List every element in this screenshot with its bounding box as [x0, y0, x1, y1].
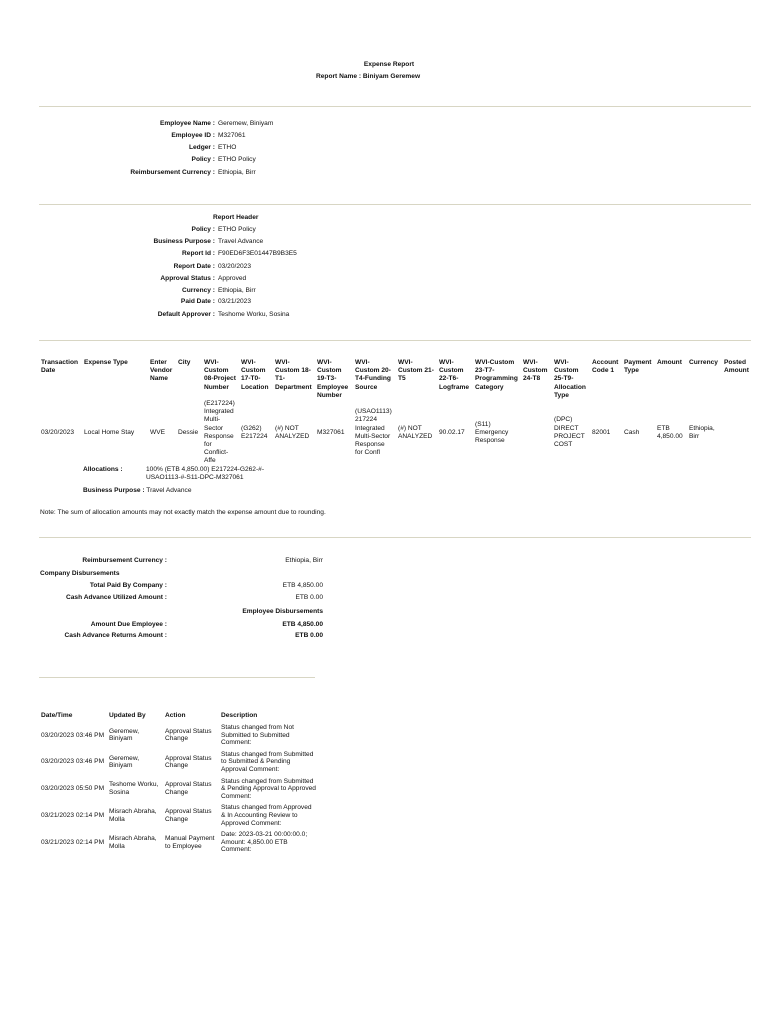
- cash-advance-utilized-value: ETB 0.00: [295, 594, 323, 601]
- company-disbursements-heading: Company Disbursements: [40, 570, 120, 577]
- table-cell: (E217224) Integrated Multi-Sector Response for Conflict-Affe: [204, 400, 235, 465]
- table-cell: 90.02.17: [439, 428, 465, 436]
- field-label: Employee Name :: [160, 120, 215, 127]
- table-cell: [722, 400, 751, 466]
- table-cell: ETB 4,850.00: [657, 424, 683, 440]
- report-name-value: Biniyam Geremew: [362, 73, 421, 80]
- column-header: Action: [165, 712, 186, 719]
- field-label: Approval Status :: [160, 275, 215, 282]
- rh-default-approver-row: [0, 311, 289, 319]
- history-action: Approval Status Change: [165, 754, 212, 770]
- report-name-label: Report Name :: [316, 73, 362, 80]
- employee-id-row: [0, 132, 246, 140]
- history-updated-by: Teshome Worku, Sosina: [109, 781, 159, 796]
- column-header: WVI-Custom 19-T3-Employee Number: [317, 359, 349, 399]
- column-header: Expense Type: [84, 359, 128, 366]
- history-action: Approval Status Change: [165, 808, 212, 823]
- field-label: Employee ID :: [171, 132, 215, 139]
- reimbursement-currency-value: Ethiopia, Birr: [285, 557, 323, 564]
- table-cell: M327061: [317, 428, 345, 436]
- table-cell: Dessie: [178, 428, 199, 436]
- field-label: Ledger :: [188, 144, 215, 151]
- expense-row: [39, 400, 751, 466]
- table-cell: (S11) Emergency Response: [475, 420, 509, 444]
- total-paid-value: ETB 4,850.00: [282, 582, 323, 589]
- rh-paid-date-row: [0, 298, 251, 306]
- cash-advance-utilized-label: Cash Advance Utilized Amount :: [66, 594, 167, 601]
- field-value: ETHO Policy: [218, 226, 256, 233]
- field-value: M327061: [218, 132, 246, 139]
- column-header: WVI-Custom 08-Project Number: [204, 359, 236, 391]
- table-cell: [521, 400, 552, 466]
- column-header: WVI-Custom 21-T5: [398, 359, 434, 383]
- history-row: [39, 831, 319, 858]
- column-header: Updated By: [109, 712, 146, 719]
- field-label: Paid Date :: [180, 298, 215, 305]
- field-label: Reimbursement Currency :: [130, 169, 215, 176]
- history-date: 03/20/2023 03:46 PM: [41, 731, 105, 739]
- history-row: [39, 751, 319, 778]
- column-header: Amount: [657, 359, 682, 366]
- history-date: 03/21/2023 02:14 PM: [41, 811, 105, 819]
- history-action: Approval Status Change: [165, 727, 212, 743]
- field-value: Approved: [218, 275, 247, 282]
- column-header: WVI-Custom 22-T6-Logframe: [439, 359, 470, 391]
- rh-business-purpose-row: [0, 238, 263, 246]
- column-header: Transaction Date: [41, 359, 79, 375]
- table-cell: (#) NOT ANALYZED: [398, 424, 433, 440]
- amount-due-label: Amount Due Employee :: [90, 621, 167, 628]
- history-updated-by: Geremew, Biniyam: [109, 754, 140, 770]
- field-label: Report Date :: [173, 263, 215, 270]
- history-date: 03/20/2023 03:46 PM: [41, 758, 105, 766]
- cash-advance-returns-label: Cash Advance Returns Amount :: [64, 632, 167, 639]
- history-description: Status changed from Not Submitted to Submitted Comment:: [221, 724, 294, 747]
- column-header: Enter Vendor Name: [150, 359, 173, 383]
- history-action: Manual Payment to Employee: [165, 834, 215, 850]
- field-label: Report Id :: [182, 250, 215, 257]
- table-cell: Cash: [624, 428, 640, 436]
- field-label: Policy :: [191, 226, 215, 233]
- table-cell: 82001: [592, 428, 611, 436]
- rh-currency-row: [0, 287, 256, 295]
- business-purpose: [83, 487, 191, 494]
- divider: [39, 677, 315, 678]
- rh-policy-row: [0, 226, 256, 234]
- field-label: Policy :: [191, 156, 215, 163]
- column-header: WVI-Custom 23-T7-Programming Category: [475, 359, 518, 391]
- history-row: [39, 778, 319, 805]
- reimbursement-currency-row: [0, 169, 256, 177]
- field-label: Business Purpose :: [153, 238, 215, 245]
- history-description: Status changed from Submitted to Submitted & Pending Approval Comment:: [221, 750, 314, 773]
- column-header: Account Code 1: [592, 359, 619, 375]
- ledger-row: [0, 144, 236, 152]
- history-table: [39, 712, 319, 858]
- employee-name-row: [0, 120, 273, 128]
- column-header: Description: [221, 712, 258, 719]
- table-cell: Local Home Stay: [84, 428, 135, 436]
- employee-disbursements-heading: Employee Disbursements: [242, 608, 323, 615]
- column-header: WVI-Custom 18-T1-Department: [275, 359, 312, 391]
- policy-row: [0, 156, 256, 164]
- field-value: Travel Advance: [218, 238, 264, 245]
- rounding-note: Note: The sum of allocation amounts may not exactly match the expense amount due to rounding.: [40, 509, 326, 516]
- history-date: 03/20/2023 05:50 PM: [41, 785, 105, 793]
- history-updated-by: Geremew, Biniyam: [109, 727, 140, 743]
- field-label: Default Approver :: [157, 311, 215, 318]
- field-value: Ethiopia, Birr: [218, 169, 256, 176]
- column-header: Date/Time: [41, 712, 73, 719]
- field-value: 03/20/2023: [218, 263, 252, 270]
- field-value: Teshome Worku, Sosina: [218, 311, 290, 318]
- column-header: Posted Amount: [724, 359, 749, 375]
- field-value: ETHO Policy: [218, 156, 256, 163]
- divider: [39, 204, 751, 205]
- history-row: [39, 724, 319, 751]
- expense-header-row: [39, 359, 751, 400]
- history-header-row: [39, 712, 319, 724]
- column-header: Payment Type: [624, 359, 652, 375]
- column-header: WVI-Custom 25-T9-Allocation Type: [554, 359, 586, 399]
- field-label: Currency :: [182, 287, 215, 294]
- report-title: Expense Report: [363, 61, 415, 68]
- history-description: Date: 2023-03-21 00:00:00.0; Amount: 4,850.00 ETB Comment:: [221, 831, 308, 854]
- divider: [39, 340, 751, 341]
- table-cell: (G262) E217224: [241, 424, 268, 440]
- history-description: Status changed from Submitted & Pending Approval to Approved Comment:: [221, 777, 316, 800]
- rh-report-id-row: [0, 250, 297, 258]
- rh-report-date-row: [0, 263, 251, 271]
- cash-advance-returns-value: ETB 0.00: [295, 632, 323, 639]
- column-header: Currency: [689, 359, 718, 366]
- amount-due-value: ETB 4,850.00: [282, 621, 323, 628]
- history-updated-by: Misrach Abraha, Molla: [109, 808, 157, 823]
- column-header: City: [178, 359, 191, 366]
- business-purpose-value: Travel Advance: [146, 487, 192, 494]
- expense-table: [39, 359, 751, 466]
- history-row: [39, 804, 319, 831]
- field-value: 03/21/2023: [218, 298, 252, 305]
- field-value: ETHO: [218, 144, 237, 151]
- report-header-title: Report Header: [213, 214, 259, 221]
- history-date: 03/21/2023 02:14 PM: [41, 838, 105, 846]
- report-name: [316, 73, 420, 80]
- column-header: WVI-Custom 17-T0-Location: [241, 359, 269, 391]
- table-cell: (USAO1113) 217224 Integrated Multi-Sector Response for Confl: [355, 408, 392, 457]
- table-cell: 03/20/2023: [41, 428, 75, 436]
- field-value: Ethiopia, Birr: [218, 287, 256, 294]
- field-value: Geremew, Biniyam: [218, 120, 274, 127]
- divider: [39, 106, 751, 107]
- field-value: F90ED6F3E01447B9B3E5: [218, 250, 297, 257]
- history-updated-by: Misrach Abraha, Molla: [109, 834, 157, 850]
- table-cell: WVE: [150, 428, 166, 436]
- column-header: WVI-Custom 24-T8: [523, 359, 548, 383]
- table-cell: (DPC) DIRECT PROJECT COST: [554, 416, 585, 449]
- business-purpose-label: Business Purpose :: [83, 487, 145, 494]
- table-cell: (#) NOT ANALYZED: [275, 424, 310, 440]
- divider: [39, 537, 751, 538]
- rh-approval-status-row: [0, 275, 246, 283]
- allocations-value: 100% (ETB 4,850.00) E217224-G262-#-USAO1113-#-S11-DPC-M327061: [146, 466, 265, 482]
- history-description: Status changed from Approved & In Accounting Review to Approved Comment:: [221, 804, 312, 827]
- reimbursement-currency-label: Reimbursement Currency :: [82, 557, 167, 564]
- history-action: Approval Status Change: [165, 781, 212, 796]
- column-header: WVI-Custom 20-T4-Funding Source: [355, 359, 391, 391]
- total-paid-label: Total Paid By Company :: [89, 582, 167, 589]
- allocations-label: Allocations :: [83, 466, 123, 473]
- table-cell: Ethiopia, Birr: [689, 424, 715, 440]
